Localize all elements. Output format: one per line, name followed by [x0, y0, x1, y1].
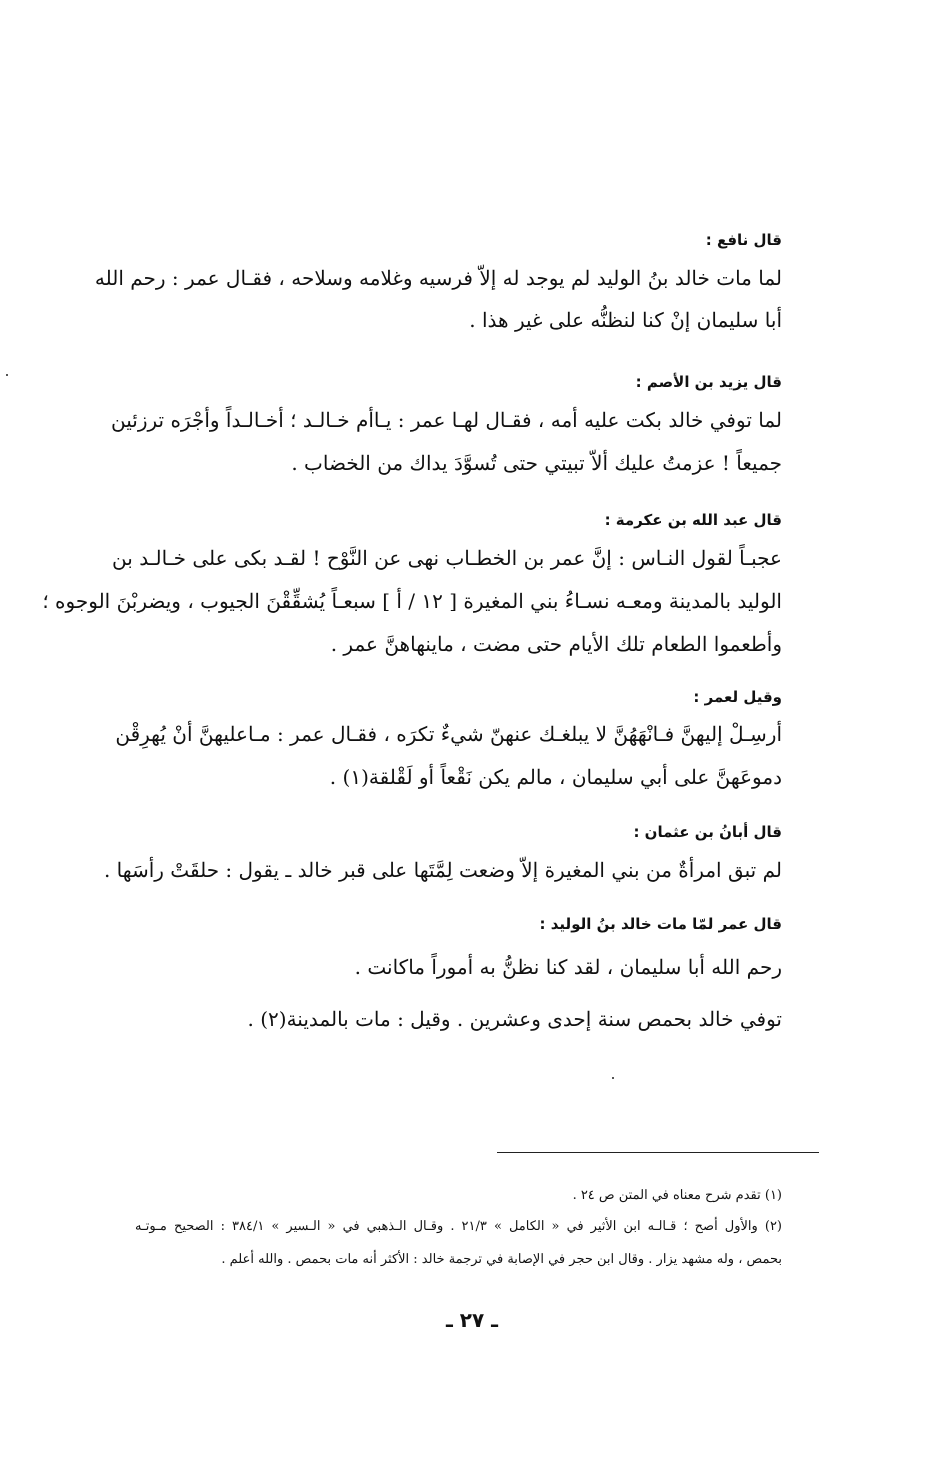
body-line: رحم الله أبا سليمان ، لقد كنا نظنُّ به أموراً ماكانت . [354, 955, 782, 979]
body-line: لما توفي خالد بكت عليه أمه ، فقـال لهـا عمر : يـاأم خـالـد ؛ أخـالـداً وأجْرَه ترزئين [111, 408, 782, 432]
footnote-separator [497, 1152, 819, 1153]
body-line: جميعاً ! عزمتُ عليك ألاّ تبيتي حتى تُسوَّدَ يداك من الخضاب . [291, 451, 782, 475]
section-heading: قال أبانُ بن عثمان : [633, 823, 782, 841]
body-line: لم تبق امرأةٌ من بني المغيرة إلاّ وضعت لِمَّتَها على قبر خالد ـ يقول : حلقَتْ رأسَها . [103, 858, 782, 882]
section-heading: قال عبد الله بن عكرمة : [604, 511, 782, 529]
footnote: (١) تقدم شرح معناه في المتن ص ٢٤ . [572, 1188, 782, 1203]
footnote: (٢) والأول أصح ؛ قـالـه ابن الأثير في « الكامل » ٢١/٣ . وقـال الـذهبي في « الـسير » ٣٨٤/١ : الصحيح مـوتـه [135, 1219, 782, 1234]
body-line: أرسِـلْ إليهنَّ فـانْهَهُنَّ لا يبلغـك عنهنّ شيءٌ تكرَه ، فقـال عمر : مـاعليهنَّ أنْ يُهرِقْن [115, 722, 782, 746]
closing-line: توفي خالد بحمص سنة إحدى وعشرين . وقيل : مات بالمدينة(٢) . [247, 1007, 782, 1031]
scan-speck [6, 374, 8, 376]
page-number: ـ ٢٧ ـ [445, 1308, 499, 1332]
body-line: أبا سليمان إنْ كنا لنظنُّه على غير هذا . [469, 308, 782, 332]
section-heading: وقيل لعمر : [693, 688, 782, 706]
body-line: وأطعموا الطعام تلك الأيام حتى مضت ، ماينهاهنَّ عمر . [330, 632, 782, 656]
scan-speck [612, 1077, 614, 1079]
section-heading: قال يزيد بن الأصم : [635, 373, 782, 391]
section-heading: قال عمر لمّا مات خالد بنُ الوليد : [539, 915, 782, 933]
body-line: لما مات خالد بنُ الوليد لم يوجد له إلاّ فرسيه وغلامه وسلاحه ، فقـال عمر : رحم الله [94, 266, 782, 290]
body-line: دموعَهنَّ على أبي سليمان ، مالم يكن نَقْعاً أو لَقْلقة(١) . [329, 765, 782, 789]
body-line: عجبـاً لقول النـاس : إنَّ عمر بن الخطـاب نهى عن النَّوْح ! لقـد بكى على خـالـد بن [112, 546, 782, 570]
footnote: بحمص ، وله مشهد يزار . وقال ابن حجر في الإصابة في ترجمة خالد : الأكثر أنه مات بحمص . والله أعلم . [221, 1252, 782, 1267]
body-line: الوليد بالمدينة ومعـه نسـاءُ بني المغيرة [ ١٢ / أ ] سبعـاً يُشقِّقْنَ الجيوب ، ويضربْنَ الوجوه ؛ [42, 589, 782, 613]
section-heading: قال نافع : [705, 231, 782, 249]
